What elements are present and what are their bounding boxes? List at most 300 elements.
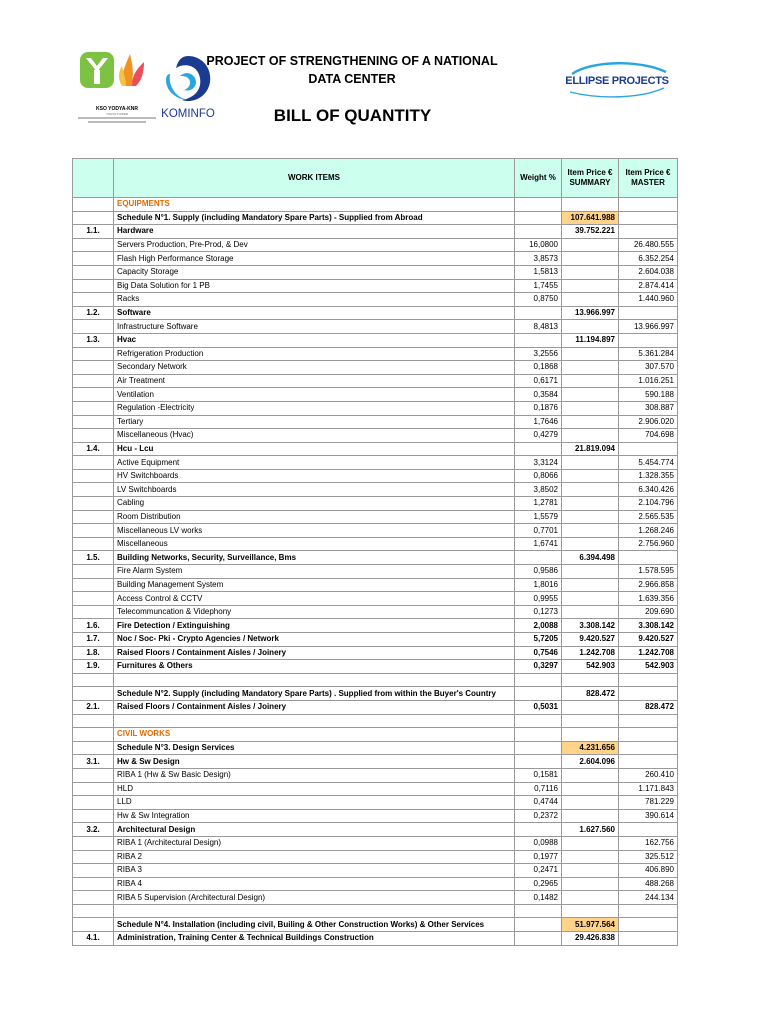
row-description: Hw & Sw Integration bbox=[114, 809, 515, 823]
table-row bbox=[73, 293, 678, 307]
row-weight bbox=[515, 755, 562, 769]
row-summary-price bbox=[562, 673, 619, 687]
table-row bbox=[73, 265, 678, 279]
row-summary-price bbox=[562, 728, 619, 742]
row-summary-price: 9.420.527 bbox=[562, 633, 619, 647]
row-number: 3.2. bbox=[73, 823, 114, 837]
row-description: CIVIL WORKS bbox=[114, 728, 515, 742]
section-row bbox=[73, 198, 678, 212]
row-master-price: 2.604.038 bbox=[619, 265, 678, 279]
row-number: 3.1. bbox=[73, 755, 114, 769]
row-number bbox=[73, 524, 114, 538]
row-description: Hvac bbox=[114, 333, 515, 347]
row-summary-price: 1.627.560 bbox=[562, 823, 619, 837]
row-summary-price bbox=[562, 469, 619, 483]
row-master-price: 6.340.426 bbox=[619, 483, 678, 497]
row-summary-price bbox=[562, 374, 619, 388]
row-summary-price bbox=[562, 415, 619, 429]
row-weight bbox=[515, 714, 562, 728]
row-summary-price bbox=[562, 891, 619, 905]
row-description: Fire Detection / Extinguishing bbox=[114, 619, 515, 633]
row-description: Schedule N°2. Supply (including Mandatory Spare Parts) . Supplied from within the Buyer's Country bbox=[114, 687, 515, 701]
row-weight: 0,9955 bbox=[515, 592, 562, 606]
row-description: RIBA 1 (Hw & Sw Basic Design) bbox=[114, 768, 515, 782]
row-number: 1.4. bbox=[73, 442, 114, 456]
row-number: 1.7. bbox=[73, 633, 114, 647]
row-summary-price: 13.966.997 bbox=[562, 306, 619, 320]
row-description: Hardware bbox=[114, 225, 515, 239]
row-master-price: 162.756 bbox=[619, 836, 678, 850]
row-summary-price: 542.903 bbox=[562, 660, 619, 674]
row-summary-price bbox=[562, 700, 619, 714]
group-row bbox=[73, 823, 678, 837]
table-row bbox=[73, 836, 678, 850]
row-number bbox=[73, 456, 114, 470]
row-master-price bbox=[619, 198, 678, 212]
row-number: 1.8. bbox=[73, 646, 114, 660]
row-weight: 1,7455 bbox=[515, 279, 562, 293]
row-number bbox=[73, 265, 114, 279]
group-row bbox=[73, 225, 678, 239]
row-summary-price bbox=[562, 524, 619, 538]
row-number bbox=[73, 673, 114, 687]
row-master-price: 542.903 bbox=[619, 660, 678, 674]
table-row bbox=[73, 483, 678, 497]
row-number bbox=[73, 782, 114, 796]
row-master-price: 828.472 bbox=[619, 700, 678, 714]
row-description: Architectural Design bbox=[114, 823, 515, 837]
row-number bbox=[73, 592, 114, 606]
row-summary-price bbox=[562, 836, 619, 850]
row-summary-price bbox=[562, 850, 619, 864]
row-description: Hw & Sw Design bbox=[114, 755, 515, 769]
row-master-price: 2.874.414 bbox=[619, 279, 678, 293]
row-description: Furnitures & Others bbox=[114, 660, 515, 674]
row-summary-price bbox=[562, 456, 619, 470]
row-master-price: 308.887 bbox=[619, 401, 678, 415]
row-master-price: 2.565.535 bbox=[619, 510, 678, 524]
kso-yodya-label: KSO YODYA-KNR bbox=[96, 106, 138, 112]
row-master-price bbox=[619, 755, 678, 769]
row-number bbox=[73, 198, 114, 212]
row-number: 2.1. bbox=[73, 700, 114, 714]
row-summary-price: 828.472 bbox=[562, 687, 619, 701]
row-weight: 0,2372 bbox=[515, 809, 562, 823]
row-description: Active Equipment bbox=[114, 456, 515, 470]
project-title-line1: PROJECT OF STRENGTHENING OF A NATIONAL bbox=[206, 54, 498, 68]
group-row bbox=[73, 333, 678, 347]
row-number bbox=[73, 211, 114, 225]
row-number bbox=[73, 605, 114, 619]
row-number: 1.2. bbox=[73, 306, 114, 320]
row-summary-price: 4.231.656 bbox=[562, 741, 619, 755]
row-description: RIBA 2 bbox=[114, 850, 515, 864]
group-row bbox=[73, 660, 678, 674]
row-weight bbox=[515, 551, 562, 565]
table-row bbox=[73, 565, 678, 579]
row-master-price bbox=[619, 687, 678, 701]
group-row bbox=[73, 442, 678, 456]
row-number bbox=[73, 891, 114, 905]
row-number bbox=[73, 918, 114, 932]
row-description: EQUIPMENTS bbox=[114, 198, 515, 212]
row-number bbox=[73, 320, 114, 334]
row-number bbox=[73, 415, 114, 429]
row-summary-price: 3.308.142 bbox=[562, 619, 619, 633]
row-number bbox=[73, 238, 114, 252]
row-summary-price bbox=[562, 388, 619, 402]
row-weight: 0,7116 bbox=[515, 782, 562, 796]
row-weight bbox=[515, 918, 562, 932]
row-description: Building Management System bbox=[114, 578, 515, 592]
row-weight: 8,4813 bbox=[515, 320, 562, 334]
row-number: 1.3. bbox=[73, 333, 114, 347]
row-summary-price bbox=[562, 429, 619, 443]
group-row bbox=[73, 755, 678, 769]
row-description: Fire Alarm System bbox=[114, 565, 515, 579]
row-description: Schedule N°3. Design Services bbox=[114, 741, 515, 755]
row-description: RIBA 5 Supervision (Architectural Design) bbox=[114, 891, 515, 905]
row-weight: 0,2965 bbox=[515, 877, 562, 891]
row-number: 1.5. bbox=[73, 551, 114, 565]
row-description: Raised Floors / Containment Aisles / Joinery bbox=[114, 700, 515, 714]
row-description: Air Treatment bbox=[114, 374, 515, 388]
row-weight: 5,7205 bbox=[515, 633, 562, 647]
table-row bbox=[73, 537, 678, 551]
kso-yodya-logo bbox=[72, 46, 162, 126]
kominfo-label: KOMINFO bbox=[161, 108, 215, 120]
group-row bbox=[73, 619, 678, 633]
row-summary-price bbox=[562, 361, 619, 375]
row-master-price: 6.352.254 bbox=[619, 252, 678, 266]
row-weight: 0,4279 bbox=[515, 429, 562, 443]
table-row bbox=[73, 347, 678, 361]
row-weight: 0,7701 bbox=[515, 524, 562, 538]
row-summary-price bbox=[562, 510, 619, 524]
table-row bbox=[73, 510, 678, 524]
table-row bbox=[73, 592, 678, 606]
yodya-emblem-icon bbox=[72, 46, 162, 106]
row-master-price: 704.698 bbox=[619, 429, 678, 443]
row-weight: 1,2781 bbox=[515, 497, 562, 511]
row-description: Cabling bbox=[114, 497, 515, 511]
table-row bbox=[73, 429, 678, 443]
table-row bbox=[73, 374, 678, 388]
row-master-price bbox=[619, 211, 678, 225]
schedule-row bbox=[73, 687, 678, 701]
row-number bbox=[73, 347, 114, 361]
row-weight bbox=[515, 687, 562, 701]
row-number bbox=[73, 374, 114, 388]
row-master-price bbox=[619, 306, 678, 320]
row-weight: 0,4744 bbox=[515, 796, 562, 810]
row-description: Building Networks, Security, Surveillance, Bms bbox=[114, 551, 515, 565]
row-master-price: 2.756.960 bbox=[619, 537, 678, 551]
row-summary-price bbox=[562, 904, 619, 918]
row-description: Room Distribution bbox=[114, 510, 515, 524]
row-master-price bbox=[619, 673, 678, 687]
row-description: Big Data Solution for 1 PB bbox=[114, 279, 515, 293]
row-summary-price bbox=[562, 768, 619, 782]
table-row bbox=[73, 401, 678, 415]
row-summary-price bbox=[562, 252, 619, 266]
row-master-price bbox=[619, 741, 678, 755]
row-number bbox=[73, 877, 114, 891]
row-description: Noc / Soc- Pki - Crypto Agencies / Network bbox=[114, 633, 515, 647]
table-row bbox=[73, 388, 678, 402]
row-master-price: 13.966.997 bbox=[619, 320, 678, 334]
row-master-price: 1.578.595 bbox=[619, 565, 678, 579]
row-master-price: 2.104.796 bbox=[619, 497, 678, 511]
email-line bbox=[88, 121, 146, 123]
row-master-price: 488.268 bbox=[619, 877, 678, 891]
boq-table bbox=[72, 158, 678, 946]
row-summary-price bbox=[562, 198, 619, 212]
row-weight bbox=[515, 333, 562, 347]
table-row bbox=[73, 320, 678, 334]
row-weight: 0,1977 bbox=[515, 850, 562, 864]
row-description: Secondary Network bbox=[114, 361, 515, 375]
row-master-price: 1.016.251 bbox=[619, 374, 678, 388]
row-description: RIBA 1 (Architectural Design) bbox=[114, 836, 515, 850]
row-number bbox=[73, 741, 114, 755]
row-master-price: 1.328.355 bbox=[619, 469, 678, 483]
row-weight: 0,8066 bbox=[515, 469, 562, 483]
row-master-price bbox=[619, 918, 678, 932]
row-master-price: 5.454.774 bbox=[619, 456, 678, 470]
row-master-price bbox=[619, 714, 678, 728]
row-master-price: 2.966.858 bbox=[619, 578, 678, 592]
row-weight: 0,1581 bbox=[515, 768, 562, 782]
row-number bbox=[73, 565, 114, 579]
row-master-price: 1.268.246 bbox=[619, 524, 678, 538]
row-number bbox=[73, 768, 114, 782]
row-description: Tertiary bbox=[114, 415, 515, 429]
row-description: HLD bbox=[114, 782, 515, 796]
table-row bbox=[73, 252, 678, 266]
row-weight: 0,1876 bbox=[515, 401, 562, 415]
row-weight: 3,3124 bbox=[515, 456, 562, 470]
row-weight bbox=[515, 741, 562, 755]
row-weight: 3,8502 bbox=[515, 483, 562, 497]
schedule-row bbox=[73, 918, 678, 932]
row-number bbox=[73, 809, 114, 823]
table-row bbox=[73, 456, 678, 470]
row-master-price bbox=[619, 551, 678, 565]
section-row bbox=[73, 728, 678, 742]
row-master-price bbox=[619, 932, 678, 946]
project-title-line2: DATA CENTER bbox=[308, 72, 396, 86]
row-description: Schedule N°4. Installation (including civil, Builing & Other Construction Works) & Other Services bbox=[114, 918, 515, 932]
table-row bbox=[73, 796, 678, 810]
row-weight: 1,5813 bbox=[515, 265, 562, 279]
row-number: 1.1. bbox=[73, 225, 114, 239]
row-master-price: 590.188 bbox=[619, 388, 678, 402]
row-description: Miscellaneous (Hvac) bbox=[114, 429, 515, 443]
row-master-price bbox=[619, 728, 678, 742]
row-summary-price bbox=[562, 565, 619, 579]
row-weight: 0,1868 bbox=[515, 361, 562, 375]
row-weight bbox=[515, 673, 562, 687]
row-master-price: 26.480.555 bbox=[619, 238, 678, 252]
row-summary-price bbox=[562, 537, 619, 551]
table-row bbox=[73, 238, 678, 252]
row-number bbox=[73, 361, 114, 375]
row-weight bbox=[515, 823, 562, 837]
row-master-price: 2.906.020 bbox=[619, 415, 678, 429]
blank-row bbox=[73, 673, 678, 687]
row-number: 4.1. bbox=[73, 932, 114, 946]
row-master-price bbox=[619, 904, 678, 918]
row-summary-price bbox=[562, 714, 619, 728]
row-description: Software bbox=[114, 306, 515, 320]
row-master-price: 325.512 bbox=[619, 850, 678, 864]
row-summary-price bbox=[562, 293, 619, 307]
row-description: Servers Production, Pre-Prod, & Dev bbox=[114, 238, 515, 252]
row-master-price: 260.410 bbox=[619, 768, 678, 782]
row-number bbox=[73, 864, 114, 878]
row-number bbox=[73, 687, 114, 701]
row-summary-price bbox=[562, 796, 619, 810]
row-weight: 3,8573 bbox=[515, 252, 562, 266]
row-summary-price bbox=[562, 809, 619, 823]
row-weight: 0,5031 bbox=[515, 700, 562, 714]
row-master-price: 9.420.527 bbox=[619, 633, 678, 647]
row-master-price: 3.308.142 bbox=[619, 619, 678, 633]
row-weight bbox=[515, 442, 562, 456]
row-number bbox=[73, 483, 114, 497]
row-summary-price bbox=[562, 782, 619, 796]
row-description bbox=[114, 714, 515, 728]
row-weight: 1,8016 bbox=[515, 578, 562, 592]
header-number bbox=[73, 159, 114, 198]
row-weight: 0,2471 bbox=[515, 864, 562, 878]
row-number bbox=[73, 796, 114, 810]
table-row bbox=[73, 782, 678, 796]
blank-row bbox=[73, 714, 678, 728]
row-master-price: 1.639.356 bbox=[619, 592, 678, 606]
row-summary-price: 107.641.988 bbox=[562, 211, 619, 225]
row-number: 1.9. bbox=[73, 660, 114, 674]
group-row bbox=[73, 551, 678, 565]
group-row bbox=[73, 646, 678, 660]
row-weight bbox=[515, 932, 562, 946]
row-master-price: 1.171.843 bbox=[619, 782, 678, 796]
group-row bbox=[73, 700, 678, 714]
row-number: 1.6. bbox=[73, 619, 114, 633]
kso-yodya-sub: YODYA TOWER bbox=[105, 112, 128, 116]
row-weight: 0,6171 bbox=[515, 374, 562, 388]
row-weight: 0,1273 bbox=[515, 605, 562, 619]
row-weight: 3,2556 bbox=[515, 347, 562, 361]
row-description: Schedule N°1. Supply (including Mandatory Spare Parts) - Supplied from Abroad bbox=[114, 211, 515, 225]
row-master-price: 5.361.284 bbox=[619, 347, 678, 361]
row-number bbox=[73, 728, 114, 742]
table-row bbox=[73, 605, 678, 619]
row-master-price bbox=[619, 823, 678, 837]
table-row bbox=[73, 850, 678, 864]
row-summary-price bbox=[562, 592, 619, 606]
row-master-price: 1.242.708 bbox=[619, 646, 678, 660]
row-description: HV Switchboards bbox=[114, 469, 515, 483]
header-work-items: WORK ITEMS bbox=[114, 159, 515, 198]
table-row bbox=[73, 361, 678, 375]
row-weight: 0,3297 bbox=[515, 660, 562, 674]
row-description: Access Control & CCTV bbox=[114, 592, 515, 606]
row-summary-price bbox=[562, 320, 619, 334]
row-summary-price: 29.426.838 bbox=[562, 932, 619, 946]
row-description: Refrigeration Production bbox=[114, 347, 515, 361]
row-summary-price bbox=[562, 497, 619, 511]
row-summary-price bbox=[562, 483, 619, 497]
table-row bbox=[73, 524, 678, 538]
table-row bbox=[73, 469, 678, 483]
group-row bbox=[73, 932, 678, 946]
row-description: Regulation -Electricity bbox=[114, 401, 515, 415]
row-description: Miscellaneous bbox=[114, 537, 515, 551]
row-weight bbox=[515, 904, 562, 918]
row-summary-price bbox=[562, 265, 619, 279]
row-summary-price bbox=[562, 605, 619, 619]
row-description: LV Switchboards bbox=[114, 483, 515, 497]
header-summary: Item Price € SUMMARY bbox=[562, 159, 619, 198]
row-description: Hcu - Lcu bbox=[114, 442, 515, 456]
table-row bbox=[73, 578, 678, 592]
row-description: Flash High Performance Storage bbox=[114, 252, 515, 266]
row-weight: 0,0988 bbox=[515, 836, 562, 850]
ellipse-projects-label: ELLIPSE PROJECTS bbox=[565, 75, 669, 87]
row-weight bbox=[515, 306, 562, 320]
group-row bbox=[73, 306, 678, 320]
row-master-price: 390.614 bbox=[619, 809, 678, 823]
row-number bbox=[73, 401, 114, 415]
row-description: Infrastructure Software bbox=[114, 320, 515, 334]
row-number bbox=[73, 279, 114, 293]
row-weight bbox=[515, 728, 562, 742]
row-weight: 16,0800 bbox=[515, 238, 562, 252]
ellipse-projects-logo bbox=[562, 62, 672, 98]
header-weight: Weight % bbox=[515, 159, 562, 198]
row-master-price bbox=[619, 225, 678, 239]
table-row bbox=[73, 809, 678, 823]
row-number bbox=[73, 252, 114, 266]
row-summary-price bbox=[562, 401, 619, 415]
row-summary-price: 51.977.564 bbox=[562, 918, 619, 932]
row-number bbox=[73, 469, 114, 483]
row-master-price bbox=[619, 442, 678, 456]
row-weight: 0,1482 bbox=[515, 891, 562, 905]
row-description: RIBA 3 bbox=[114, 864, 515, 878]
row-summary-price bbox=[562, 279, 619, 293]
table-row bbox=[73, 891, 678, 905]
row-number bbox=[73, 578, 114, 592]
row-summary-price: 11.194.897 bbox=[562, 333, 619, 347]
project-title bbox=[200, 52, 504, 88]
row-weight bbox=[515, 198, 562, 212]
row-description: Capacity Storage bbox=[114, 265, 515, 279]
group-row bbox=[73, 633, 678, 647]
row-summary-price bbox=[562, 864, 619, 878]
table-row bbox=[73, 877, 678, 891]
row-master-price bbox=[619, 333, 678, 347]
row-number bbox=[73, 429, 114, 443]
table-row bbox=[73, 864, 678, 878]
row-number bbox=[73, 510, 114, 524]
row-summary-price: 2.604.096 bbox=[562, 755, 619, 769]
row-weight: 0,8750 bbox=[515, 293, 562, 307]
boq-table-body bbox=[73, 198, 678, 946]
table-row bbox=[73, 768, 678, 782]
